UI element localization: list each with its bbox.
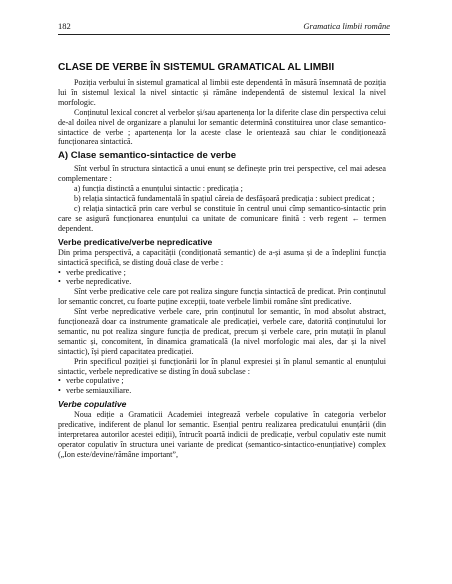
intro-paragraph-1: Poziția verbului în sistemul gramatical al limbii este dependentă în măsură însemnată de poziția lui în sistemul lexical la nivel sintactic și rămâne independentă de sistemul lexical la nivel morfologic. bbox=[58, 78, 386, 107]
section-a-intro: Sînt verbul în structura sintactică a unui enunț se definește prin trei perspective, cel mai adesea complementare : bbox=[58, 164, 386, 184]
section-a-item-a: a) funcția distinctă a enunțului sintactic : predicația ; bbox=[74, 184, 243, 194]
running-title: Gramatica limbii române bbox=[303, 21, 390, 31]
section-a-heading: A) Clase semantico-sintactice de verbe bbox=[58, 150, 237, 162]
running-header bbox=[58, 20, 390, 35]
list-item bbox=[58, 386, 386, 396]
bullet-icon: • bbox=[58, 277, 61, 287]
chapter-title: CLASE DE VERBE ÎN SISTEMUL GRAMATICAL AL LIMBII bbox=[58, 62, 335, 73]
list-item-text: verbe semiauxiliare. bbox=[66, 386, 132, 396]
bullet-icon: • bbox=[58, 267, 61, 277]
nepredicative-paragraph: Sînt verbe nepredicative verbele care, prin conținutul lor semantic, în mod absolut abstract, funcționează doar ca instrumente gramaticale ale predicației, verbele care, datorită conținutului lor semantic, nu pot realiza singure funcția de predicat, precum și verbele care, prin mutații în planul semantic și, concomitent, în dinamica gramaticală (la nivel morfologic mai ales, dar și la nivel sintactic), își pierd capacitatea predicației. bbox=[58, 307, 386, 356]
copulative-paragraph: Noua ediție a Gramaticii Academiei integrează verbele copulative în categoria verbelor predicative, indiferent de planul lor semantic. Esențial pentru realizarea predicatului enunțării (din interpretarea autorilor acestei ediții), întrucît poartă indicii de predicație, verbul copulativ este numit operator copulativ în structura unei variante de predicat (semantico-sintactico-enunțiative) complex („Ion este/devine/rămâne important”, bbox=[58, 410, 386, 459]
section-a-item-b: b) relația sintactică fundamentală în spațiul căreia de desfășoară predicația : subiect predicat ; bbox=[74, 194, 375, 204]
page-number: 182 bbox=[58, 21, 71, 31]
bullet-icon: • bbox=[58, 386, 61, 396]
copulative-heading: Verbe copulative bbox=[58, 399, 127, 410]
predicative-heading: Verbe predicative/verbe nepredicative bbox=[58, 236, 213, 247]
section-a-item-c: c) relația sintactică prin care verbul se constituie în centrul unui cîmp semantico-sintactic prin care se asigură funcționarea enunțului ca unitate de comunicare finită : verb regent ← termen dependent. bbox=[58, 203, 386, 233]
predicative-intro: Din prima perspectivă, a capacității (condiționată semantic) de a-și asuma și de a îndeplini funcția sintactică specifică, se disting două clase de verbe : bbox=[58, 247, 386, 267]
page-body bbox=[58, 61, 386, 460]
subclasses-paragraph: Prin specificul poziției și funcționării lor în planul expresiei și în planul semantic al enunțului sintactic, verbele nepredicative se disting în două subclase : bbox=[58, 356, 386, 376]
list-item-text: verbe copulative ; bbox=[66, 376, 124, 386]
list-item-text: verbe nepredicative. bbox=[66, 277, 132, 287]
bullet-icon: • bbox=[58, 376, 61, 386]
list-item bbox=[58, 268, 386, 278]
intro-paragraph-2: Conținutul lexical concret al verbelor și/sau apartenența lor la diferite clase din perspectiva celui de-al doilea nivel de organizare a planului lor semantic determină constituirea unor clase semantico-sintactice de verbe ; apartenența lor la aceste clase le orientează sau chiar le condiționează funcționarea sintactică. bbox=[58, 107, 386, 147]
list-item bbox=[58, 277, 386, 287]
list-item bbox=[58, 376, 386, 386]
predicative-paragraph: Sînt verbe predicative cele care pot realiza singure funcția sintactică de predicat. Prin conținutul lor semantic concret, cu foarte puține excepții, toate verbele limbii române sînt predicative. bbox=[58, 287, 386, 307]
list-item-text: verbe predicative ; bbox=[66, 267, 126, 277]
